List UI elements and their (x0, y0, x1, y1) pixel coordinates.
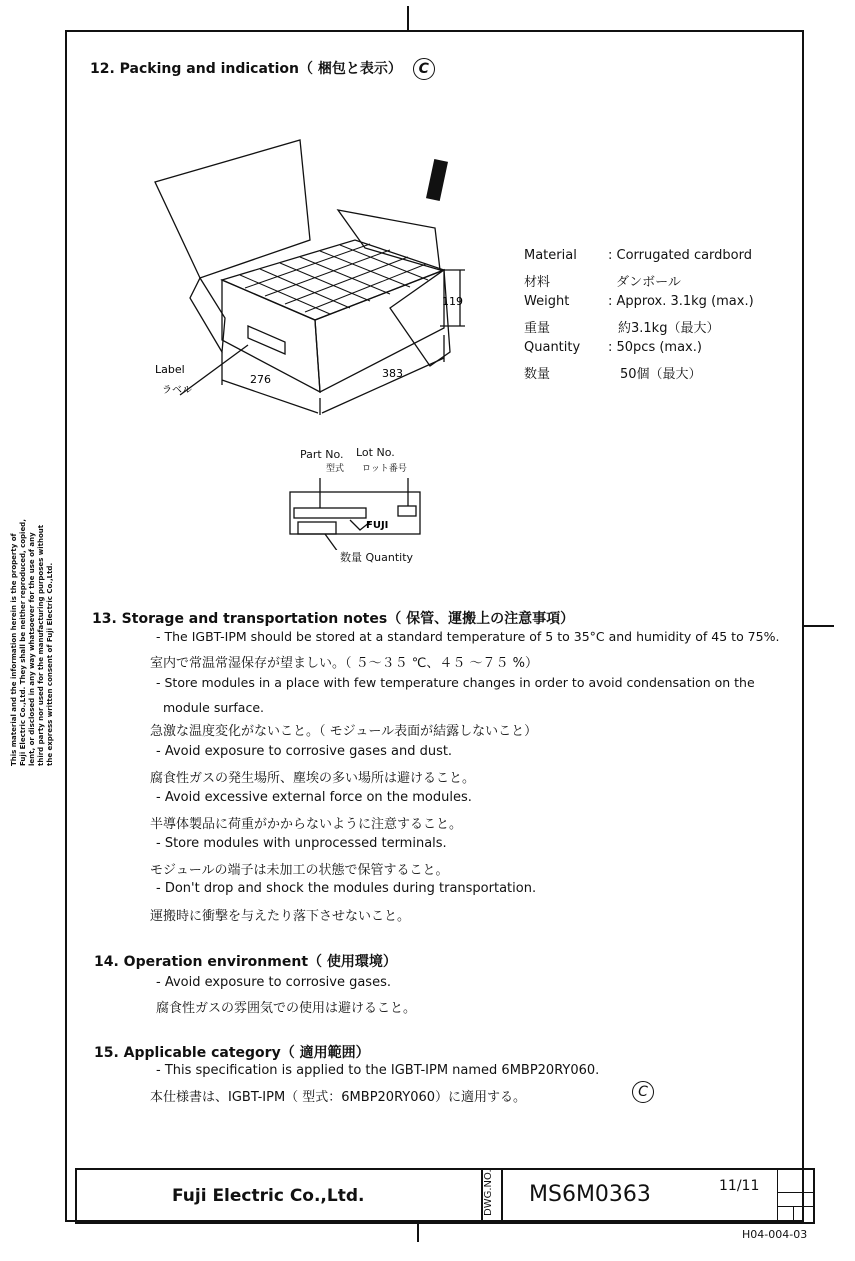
label-logo: FUJI (366, 520, 389, 531)
operation-note-line: - Avoid exposure to corrosive gases. (156, 975, 391, 990)
quantity-caption: 数量 Quantity (340, 551, 414, 564)
section-14-title: 14. Operation environment（ 使用環境） (94, 954, 397, 970)
spec-label: 数量 (524, 367, 551, 382)
section-12-title: 12. Packing and indication（ 梱包と表示） C (90, 58, 435, 80)
spec-label: 重量 (524, 321, 551, 336)
title-block-divider (777, 1170, 778, 1222)
bottom-registration-mark (417, 1222, 419, 1242)
packing-box-drawing (150, 130, 490, 430)
spec-value: 50個（最大） (620, 367, 702, 382)
storage-note-line: 腐食性ガスの発生場所、塵埃の多い場所は避けること。 (150, 771, 476, 786)
spec-value: : Approx. 3.1kg (max.) (608, 294, 754, 309)
spec-value: : 50pcs (max.) (608, 340, 702, 355)
storage-note-line: モジュールの端子は未加工の状態で保管すること。 (150, 863, 449, 878)
category-note-line: - This specification is applied to the IGBT-IPM named 6MBP20RY060. (156, 1063, 600, 1078)
label-callout-en: Label (155, 363, 185, 376)
part-no-caption: Part No. (300, 448, 344, 461)
spec-label: Quantity (524, 340, 581, 355)
title-block-divider (793, 1206, 794, 1222)
section-13-title: 13. Storage and transportation notes（ 保管、運搬上の注意事項） (92, 611, 575, 627)
category-note-line: 本仕様書は、IGBT-IPM（ 型式：6MBP20RY060）に適用する。 (150, 1090, 527, 1105)
box-length-dimension: 383 (382, 367, 403, 380)
spec-label: 材料 (524, 275, 551, 290)
storage-note-line: module surface. (163, 700, 264, 715)
company-name: Fuji Electric Co.,Ltd. (172, 1186, 365, 1206)
storage-note-line: 急激な温度変化がないこと。（ モジュール表面が結露しないこと） (150, 724, 538, 739)
storage-note-line: 運搬時に衝撃を与えたり落下させないこと。 (150, 909, 411, 924)
right-registration-mark (804, 625, 834, 627)
storage-note-line: - Avoid exposure to corrosive gases and dust. (156, 744, 453, 759)
page-number: 11/11 (719, 1178, 760, 1194)
title-block (75, 1168, 815, 1224)
spec-value: ダンボール (616, 275, 681, 290)
storage-note-line: 半導体製品に荷重がかからないように注意すること。 (150, 817, 463, 832)
dwg-no-label: DWG.NO. (483, 1169, 494, 1216)
box-width-dimension: 276 (250, 373, 271, 386)
spec-value: 約3.1kg（最大） (618, 321, 720, 336)
title-block-divider (777, 1192, 813, 1193)
label-detail-drawing (280, 470, 440, 550)
storage-note-line: - Avoid excessive external force on the modules. (156, 790, 472, 805)
spec-value: : Corrugated cardbord (608, 248, 752, 263)
storage-note-line: - Don't drop and shock the modules during transportation. (156, 881, 537, 896)
spec-label: Weight (524, 294, 570, 309)
section-15-title: 15. Applicable category（ 適用範囲） (94, 1045, 370, 1061)
box-height-dimension: 119 (442, 295, 463, 308)
title-block-divider (501, 1170, 503, 1222)
lot-no-caption: Lot No. (356, 446, 395, 459)
revision-mark-bottom: C (632, 1081, 654, 1103)
lot-no-caption-jp: ロット番号 (362, 464, 407, 474)
spec-label: Material (524, 248, 577, 263)
storage-note-line: 室内で常温常湿保存が望ましい。（ ５～３５ ℃、４５ ～７５ %） (150, 656, 538, 671)
property-notice: This material and the information herein is the property of Fuji Electric Co.,Ltd. They shall be neither reproduced, copied, lent, or disclosed in any way whatsoever for the use of any third party nor used for the manufacturing purposes without the express written consent of Fuji Electric Co.,Ltd. (10, 519, 54, 766)
operation-note-line: 腐食性ガスの雰囲気での使用は避けること。 (156, 1001, 417, 1016)
revision-mark: C (413, 58, 435, 80)
storage-note-line: - The IGBT-IPM should be stored at a standard temperature of 5 to 35°C and humidity of 45 to 75%. (156, 629, 780, 644)
label-callout-jp: ラベル (162, 385, 192, 396)
drawing-number: MS6M0363 (529, 1182, 651, 1207)
top-registration-mark (407, 6, 409, 30)
storage-note-line: - Store modules with unprocessed terminals. (156, 836, 447, 851)
title-block-divider (777, 1206, 813, 1207)
part-no-caption-jp: 型式 (326, 464, 345, 474)
storage-note-line: - Store modules in a place with few temperature changes in order to avoid condensation on the (156, 675, 755, 690)
form-code: H04-004-03 (742, 1228, 808, 1241)
